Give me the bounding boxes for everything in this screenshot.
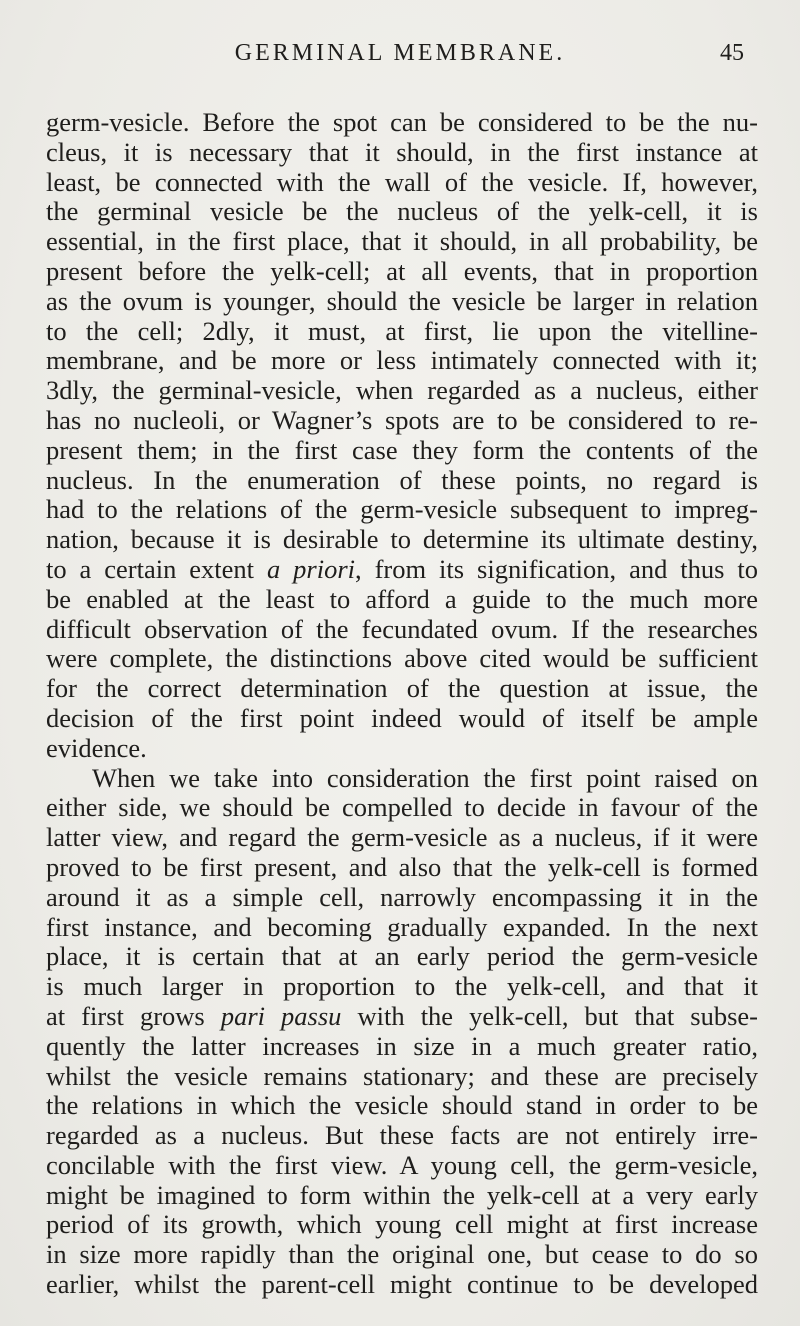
text-line: present them; in the first case they form the contents of the: [46, 434, 758, 465]
body-text: [46, 108, 758, 1300]
text-line: to a certain extent a priori, from its signification, and thus to: [46, 553, 758, 584]
text-line: the relations in which the vesicle should stand in order to be: [46, 1090, 758, 1121]
text-line: essential, in the first place, that it should, in all probability, be: [46, 226, 758, 257]
text-line: nation, because it is desirable to determine its ultimate destiny,: [46, 524, 758, 555]
text-line: has no nucleoli, or Wagner’s spots are to be considered to re-: [46, 404, 758, 435]
text-line: germ-vesicle. Before the spot can be considered to be the nu-: [46, 107, 758, 137]
text-line: 3dly, the germinal-vesicle, when regarded as a nucleus, either: [46, 375, 758, 406]
text-line: whilst the vesicle remains stationary; and these are precisely: [46, 1060, 758, 1091]
running-head: GERMINAL MEMBRANE.: [234, 40, 566, 66]
paragraph-1: [46, 108, 758, 764]
text-line: either side, we should be compelled to decide in favour of the: [46, 792, 758, 823]
text-line: is much larger in proportion to the yelk-cell, and that it: [46, 971, 758, 1002]
text-line: membrane, and be more or less intimately connected with it;: [46, 345, 758, 376]
text-line: to the cell; 2dly, it must, at first, lie upon the vitelline-: [46, 315, 758, 346]
text-line: When we take into consideration the first point raised on: [92, 762, 758, 793]
text-line: proved to be first present, and also that the yelk-cell is formed: [46, 851, 758, 882]
text-line: had to the relations of the germ-vesicle subsequent to impreg-: [46, 494, 758, 525]
text-line: might be imagined to form within the yelk-cell at a very early: [46, 1179, 758, 1210]
text-line: as the ovum is younger, should the vesicle be larger in relation: [46, 285, 758, 316]
text-line: first instance, and becoming gradually expanded. In the next: [46, 911, 758, 942]
text-line: concilable with the first view. A young cell, the germ-vesicle,: [46, 1149, 758, 1180]
page-header: [0, 40, 800, 80]
text-line: were complete, the distinctions above cited would be sufficient: [46, 643, 758, 674]
paragraph-2: [46, 764, 758, 1300]
text-line: period of its growth, which young cell might at first increase: [46, 1209, 758, 1240]
text-line: in size more rapidly than the original one, but cease to do so: [46, 1239, 758, 1270]
page-number: 45: [720, 40, 744, 66]
text-line: nucleus. In the enumeration of these points, no regard is: [46, 464, 758, 495]
text-line: regarded as a nucleus. But these facts are not entirely irre-: [46, 1120, 758, 1151]
text-line: be enabled at the least to afford a guide to the much more: [46, 583, 758, 614]
text-line: present before the yelk-cell; at all events, that in proportion: [46, 255, 758, 286]
text-line: around it as a simple cell, narrowly encompassing it in the: [46, 881, 758, 912]
text-line: difficult observation of the fecundated ovum. If the researches: [46, 613, 758, 644]
text-line: cleus, it is necessary that it should, in the first instance at: [46, 136, 758, 167]
text-line: quently the latter increases in size in a much greater ratio,: [46, 1030, 758, 1061]
text-line: at first grows pari passu with the yelk-cell, but that subse-: [46, 1000, 758, 1031]
text-line: evidence.: [46, 732, 147, 763]
text-line: for the correct determination of the question at issue, the: [46, 673, 758, 704]
text-line: the germinal vesicle be the nucleus of the yelk-cell, it is: [46, 196, 758, 227]
text-line: least, be connected with the wall of the vesicle. If, however,: [46, 166, 758, 197]
text-line: place, it is certain that at an early period the germ-vesicle: [46, 941, 758, 972]
text-line: latter view, and regard the germ-vesicle as a nucleus, if it were: [46, 822, 758, 853]
text-line: earlier, whilst the parent-cell might continue to be developed: [46, 1269, 758, 1300]
text-line: decision of the first point indeed would of itself be ample: [46, 702, 758, 733]
